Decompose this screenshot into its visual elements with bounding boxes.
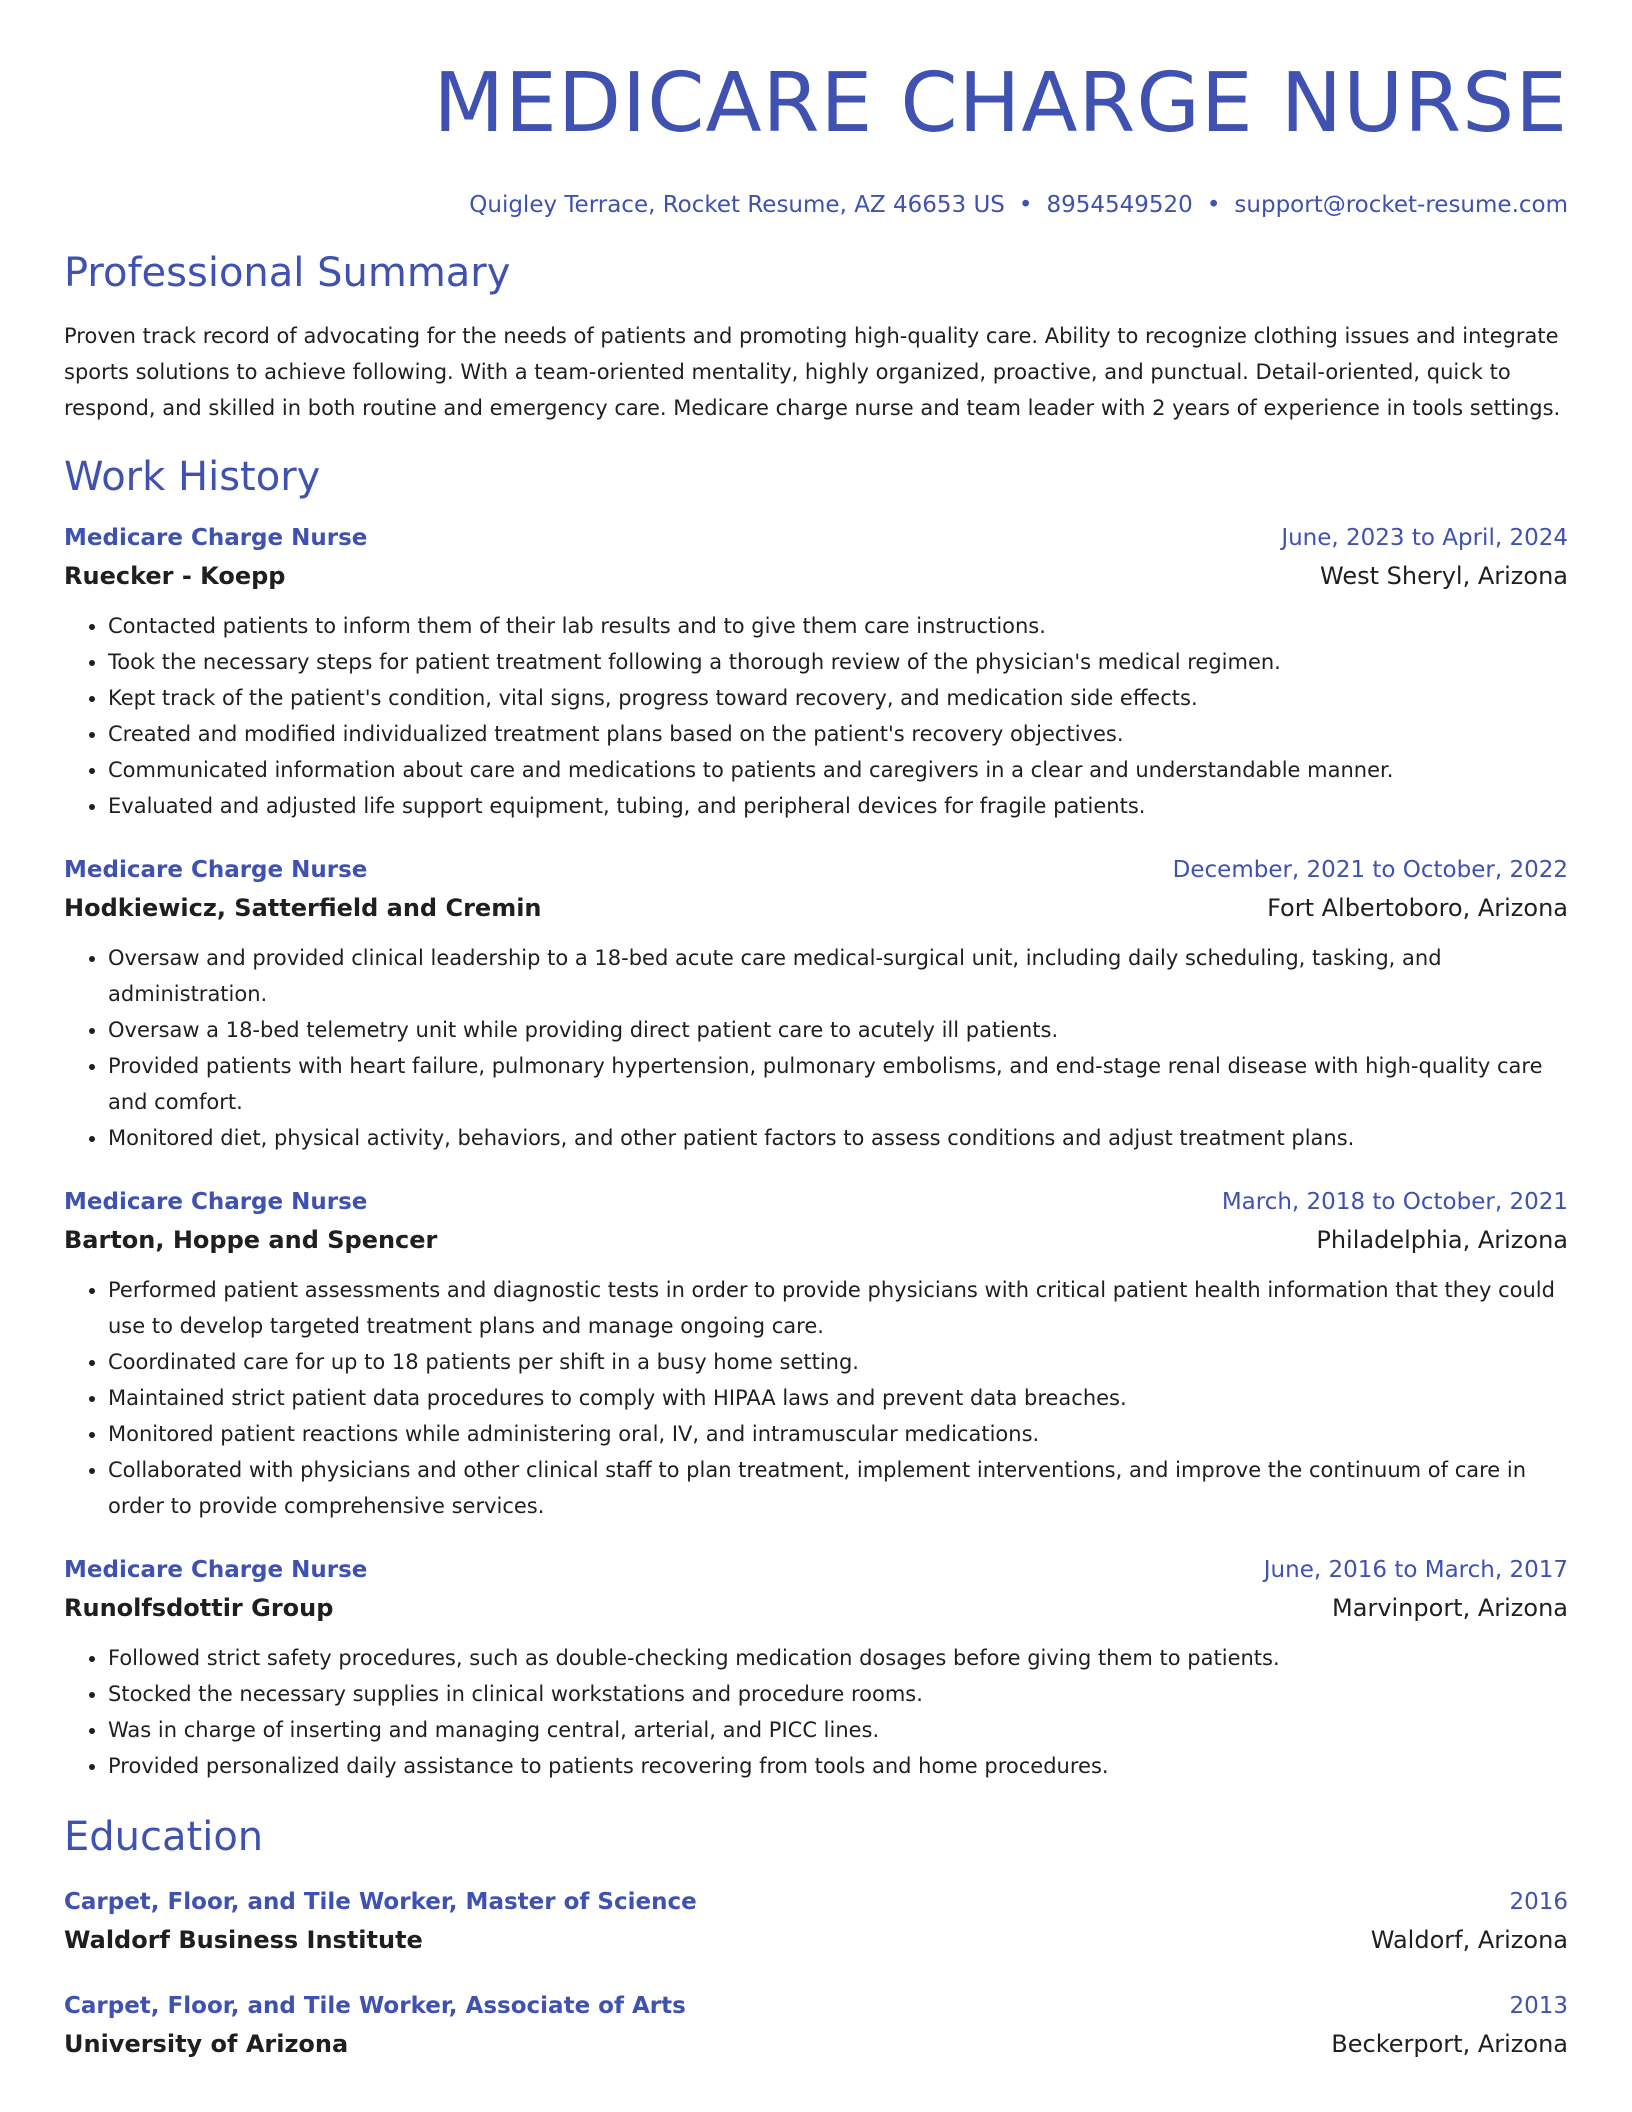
job-bullets [64, 1640, 1568, 1784]
job-bullet: • Took the necessary steps for patient treatment following a thorough review of the physician's medical regimen. [108, 644, 1568, 680]
education-school-row [64, 1924, 1568, 1956]
job-bullet: • Performed patient assessments and diagnostic tests in order to provide physicians with critical patient health information that they could use to develop targeted treatment plans and manage ongoing care. [108, 1272, 1568, 1344]
job-header-row [64, 854, 1568, 886]
job-location: West Sheryl, Arizona [1320, 562, 1568, 590]
job-bullet: • Stocked the necessary supplies in clinical workstations and procedure rooms. [108, 1676, 1568, 1712]
summary-text: Proven track record of advocating for the needs of patients and promoting high-quality care. Ability to recognize clothing issues and integrate sports solutions to achieve following. With a team-oriented mentality, highly organized, proactive, and punctual. Detail-oriented, quick to respond, and skilled in both routine and emergency care. Medicare charge nurse and team leader with 2 years of experience in tools settings. [64, 324, 1561, 420]
job-entry [64, 1554, 1568, 1784]
job-company: Runolfsdottir Group [64, 1594, 334, 1622]
job-entry [64, 522, 1568, 824]
job-bullet: • Evaluated and adjusted life support equipment, tubing, and peripheral devices for fragile patients. [108, 788, 1568, 824]
contact-line [64, 190, 1568, 220]
education-location: Waldorf, Arizona [1370, 1926, 1568, 1954]
job-company-row [64, 1224, 1568, 1256]
education-header-row [64, 1886, 1568, 1918]
job-bullet: • Followed strict safety procedures, such as double-checking medication dosages before giving them to patients. [108, 1640, 1568, 1676]
job-title: Medicare Charge Nurse [64, 1189, 368, 1215]
education-school-row [64, 2028, 1568, 2060]
job-location: Philadelphia, Arizona [1316, 1226, 1568, 1254]
contact-phone: 8954549520 [1046, 192, 1193, 218]
job-title: Medicare Charge Nurse [64, 857, 368, 883]
job-bullet: • Collaborated with physicians and other clinical staff to plan treatment, implement interventions, and improve the continuum of care in order to provide comprehensive services. [108, 1452, 1568, 1524]
candidate-name: MEDICARE CHARGE NURSE [433, 56, 1568, 151]
education-entry [64, 1990, 1568, 2060]
education-year: 2013 [1509, 1993, 1568, 2019]
job-company: Hodkiewicz, Satterfield and Cremin [64, 894, 542, 922]
job-dates: June, 2016 to March, 2017 [1263, 1557, 1568, 1583]
job-bullet: • Provided patients with heart failure, pulmonary hypertension, pulmonary embolisms, and end-stage renal disease with high-quality care and comfort. [108, 1048, 1568, 1120]
job-header-row [64, 1554, 1568, 1586]
job-title: Medicare Charge Nurse [64, 1557, 368, 1583]
job-header-row [64, 522, 1568, 554]
contact-email[interactable]: support@rocket-resume.com [1234, 192, 1568, 218]
job-entry [64, 854, 1568, 1156]
contact-address: Quigley Terrace, Rocket Resume, AZ 46653 US [469, 192, 1005, 218]
job-bullet: • Monitored diet, physical activity, behaviors, and other patient factors to assess conditions and adjust treatment plans. [108, 1120, 1568, 1156]
job-location: Marvinport, Arizona [1332, 1594, 1568, 1622]
job-bullets [64, 608, 1568, 824]
job-bullet: • Coordinated care for up to 18 patients per shift in a busy home setting. [108, 1344, 1568, 1380]
job-bullet: • Created and modified individualized treatment plans based on the patient's recovery objectives. [108, 716, 1568, 752]
job-bullet: • Provided personalized daily assistance to patients recovering from tools and home procedures. [108, 1748, 1568, 1784]
job-bullet: • Kept track of the patient's condition, vital signs, progress toward recovery, and medication side effects. [108, 680, 1568, 716]
job-dates: June, 2023 to April, 2024 [1281, 525, 1568, 551]
job-bullet: • Contacted patients to inform them of their lab results and to give them care instructions. [108, 608, 1568, 644]
contact-separator: • [1018, 192, 1033, 218]
work-history-heading: Work History [64, 454, 321, 500]
education-list [64, 1886, 1568, 2060]
job-bullets [64, 1272, 1568, 1524]
job-company: Barton, Hoppe and Spencer [64, 1226, 438, 1254]
resume-page [64, 0, 1568, 2060]
job-bullet: • Was in charge of inserting and managing central, arterial, and PICC lines. [108, 1712, 1568, 1748]
education-location: Beckerport, Arizona [1331, 2030, 1568, 2058]
job-bullet: • Communicated information about care and medications to patients and caregivers in a clear and understandable manner. [108, 752, 1568, 788]
job-company: Ruecker - Koepp [64, 562, 286, 590]
job-company-row [64, 892, 1568, 924]
job-dates: March, 2018 to October, 2021 [1221, 1189, 1568, 1215]
job-bullet: • Maintained strict patient data procedures to comply with HIPAA laws and prevent data breaches. [108, 1380, 1568, 1416]
job-bullet: • Oversaw and provided clinical leadership to a 18-bed acute care medical-surgical unit, including daily scheduling, tasking, and administration. [108, 940, 1568, 1012]
job-location: Fort Albertoboro, Arizona [1267, 894, 1568, 922]
education-school: University of Arizona [64, 2030, 349, 2058]
job-company-row [64, 1592, 1568, 1624]
job-entry [64, 1186, 1568, 1524]
education-heading: Education [64, 1814, 264, 1860]
job-title: Medicare Charge Nurse [64, 525, 368, 551]
education-year: 2016 [1509, 1889, 1568, 1915]
education-entry [64, 1886, 1568, 1956]
education-header-row [64, 1990, 1568, 2022]
summary-heading: Professional Summary [64, 250, 511, 296]
job-company-row [64, 560, 1568, 592]
job-bullet: • Oversaw a 18-bed telemetry unit while providing direct patient care to acutely ill patients. [108, 1012, 1568, 1048]
job-dates: December, 2021 to October, 2022 [1172, 857, 1568, 883]
job-bullet: • Monitored patient reactions while administering oral, IV, and intramuscular medications. [108, 1416, 1568, 1452]
job-header-row [64, 1186, 1568, 1218]
education-degree: Carpet, Floor, and Tile Worker, Master of Science [64, 1889, 697, 1915]
education-school: Waldorf Business Institute [64, 1926, 423, 1954]
contact-separator: • [1206, 192, 1221, 218]
job-bullets [64, 940, 1568, 1156]
education-degree: Carpet, Floor, and Tile Worker, Associate of Arts [64, 1993, 686, 2019]
work-history-list [64, 522, 1568, 1784]
